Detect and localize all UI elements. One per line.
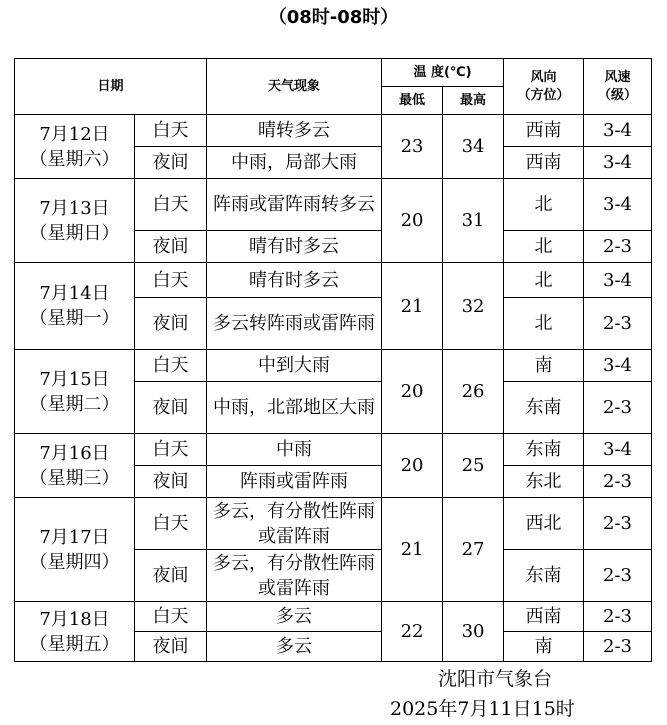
table-row — [15, 602, 652, 632]
date-cell — [15, 115, 135, 179]
header-wind-direction-unit: （方位） — [517, 87, 570, 103]
date-label: 7月18日 — [39, 608, 110, 630]
page-title: （08时-08时） — [268, 7, 399, 28]
wind-speed-cell: 2-3 — [584, 298, 652, 350]
wind-direction-cell: 北 — [504, 298, 584, 350]
wind-speed-cell: 3-4 — [584, 263, 652, 298]
period-cell: 白天 — [135, 434, 207, 466]
weather-cell: 中到大雨 — [207, 350, 382, 382]
wind-speed-cell: 3-4 — [584, 147, 652, 179]
weather-cell: 中雨 — [207, 434, 382, 466]
weather-cell: 晴有时多云 — [207, 263, 382, 298]
date-label: 7月17日 — [39, 526, 110, 548]
header-wind-speed-label: 风速 — [604, 69, 631, 85]
forecast-table — [14, 58, 652, 662]
min-temp-cell: 21 — [382, 263, 443, 350]
header-weather: 天气现象 — [207, 59, 382, 115]
wind-direction-cell: 西南 — [504, 602, 584, 632]
date-cell — [15, 434, 135, 498]
wind-speed-cell: 2-3 — [584, 382, 652, 434]
weather-cell: 晴转多云 — [207, 115, 382, 147]
wind-direction-cell: 西南 — [504, 147, 584, 179]
wind-direction-cell: 南 — [504, 350, 584, 382]
table-row — [15, 498, 652, 550]
wind-direction-cell: 东南 — [504, 550, 584, 602]
weekday-label: （星期日） — [29, 222, 120, 244]
wind-speed-cell: 2-3 — [584, 231, 652, 263]
wind-direction-cell: 北 — [504, 263, 584, 298]
min-temp-cell: 20 — [382, 350, 443, 434]
period-cell: 夜间 — [135, 147, 207, 179]
weekday-label: （星期一） — [29, 308, 120, 329]
header-wind-speed — [584, 59, 652, 115]
date-cell — [15, 263, 135, 350]
weather-cell: 多云，有分散性阵雨或雷阵雨 — [207, 550, 382, 602]
table-row — [15, 179, 652, 231]
header-temperature: 温 度(℃) — [382, 59, 504, 87]
wind-direction-cell: 东南 — [504, 382, 584, 434]
weather-cell: 多云 — [207, 632, 382, 662]
date-label: 7月16日 — [39, 442, 110, 464]
period-cell: 夜间 — [135, 231, 207, 263]
wind-direction-cell: 西南 — [504, 115, 584, 147]
weather-cell: 多云 — [207, 602, 382, 632]
date-label: 7月13日 — [39, 197, 110, 219]
min-temp-cell: 23 — [382, 115, 443, 179]
header-wind-direction-label: 风向 — [530, 69, 557, 85]
max-temp-cell: 31 — [443, 179, 504, 263]
header-date: 日期 — [15, 59, 207, 115]
wind-direction-cell: 东北 — [504, 466, 584, 498]
weekday-label: （星期四） — [29, 551, 120, 573]
wind-speed-cell: 2-3 — [584, 466, 652, 498]
date-label: 7月15日 — [39, 368, 110, 390]
header-wind-speed-unit: （级） — [598, 87, 638, 103]
issue-time: 2025年7月11日15时 — [390, 698, 575, 720]
max-temp-cell: 30 — [443, 602, 504, 662]
date-cell — [15, 498, 135, 602]
max-temp-cell: 27 — [443, 498, 504, 602]
min-temp-cell: 21 — [382, 498, 443, 602]
wind-speed-cell: 3-4 — [584, 434, 652, 466]
wind-speed-cell: 3-4 — [584, 350, 652, 382]
weekday-label: （星期二） — [29, 393, 120, 415]
wind-speed-cell: 2-3 — [584, 550, 652, 602]
max-temp-cell: 32 — [443, 263, 504, 350]
weather-cell: 中雨，局部大雨 — [207, 147, 382, 179]
wind-speed-cell: 2-3 — [584, 498, 652, 550]
period-cell: 夜间 — [135, 466, 207, 498]
weather-cell: 中雨，北部地区大雨 — [207, 382, 382, 434]
header-wind-direction — [504, 59, 584, 115]
date-label: 7月12日 — [39, 123, 110, 145]
period-cell: 白天 — [135, 115, 207, 147]
period-cell: 白天 — [135, 179, 207, 231]
max-temp-cell: 26 — [443, 350, 504, 434]
wind-speed-cell: 3-4 — [584, 115, 652, 147]
table-row — [15, 350, 652, 382]
period-cell: 白天 — [135, 263, 207, 298]
weekday-label: （星期五） — [29, 633, 120, 655]
max-temp-cell: 34 — [443, 115, 504, 179]
date-cell — [15, 350, 135, 434]
period-cell: 白天 — [135, 350, 207, 382]
wind-direction-cell: 北 — [504, 179, 584, 231]
weather-cell: 晴有时多云 — [207, 231, 382, 263]
header-min-temp: 最低 — [382, 87, 443, 115]
table-row — [15, 434, 652, 466]
header-max-temp: 最高 — [443, 87, 504, 115]
issuer-name: 沈阳市气象台 — [438, 668, 553, 690]
weather-cell: 阵雨或雷阵雨 — [207, 466, 382, 498]
period-cell: 夜间 — [135, 632, 207, 662]
date-label: 7月14日 — [39, 283, 110, 304]
wind-direction-cell: 南 — [504, 632, 584, 662]
weather-cell: 多云，有分散性阵雨或雷阵雨 — [207, 498, 382, 550]
period-cell: 夜间 — [135, 550, 207, 602]
period-cell: 夜间 — [135, 382, 207, 434]
wind-direction-cell: 北 — [504, 231, 584, 263]
period-cell: 夜间 — [135, 298, 207, 350]
wind-direction-cell: 东南 — [504, 434, 584, 466]
min-temp-cell: 22 — [382, 602, 443, 662]
wind-speed-cell: 3-4 — [584, 179, 652, 231]
date-cell — [15, 602, 135, 662]
weekday-label: （星期三） — [29, 467, 120, 489]
max-temp-cell: 25 — [443, 434, 504, 498]
weather-cell: 阵雨或雷阵雨转多云 — [207, 179, 382, 231]
table-row — [15, 263, 652, 298]
weather-cell: 多云转阵雨或雷阵雨 — [207, 298, 382, 350]
min-temp-cell: 20 — [382, 434, 443, 498]
period-cell: 白天 — [135, 602, 207, 632]
table-row — [15, 115, 652, 147]
wind-speed-cell: 2-3 — [584, 602, 652, 632]
wind-direction-cell: 西北 — [504, 498, 584, 550]
period-cell: 白天 — [135, 498, 207, 550]
wind-speed-cell: 2-3 — [584, 632, 652, 662]
min-temp-cell: 20 — [382, 179, 443, 263]
weekday-label: （星期六） — [29, 148, 120, 170]
date-cell — [15, 179, 135, 263]
